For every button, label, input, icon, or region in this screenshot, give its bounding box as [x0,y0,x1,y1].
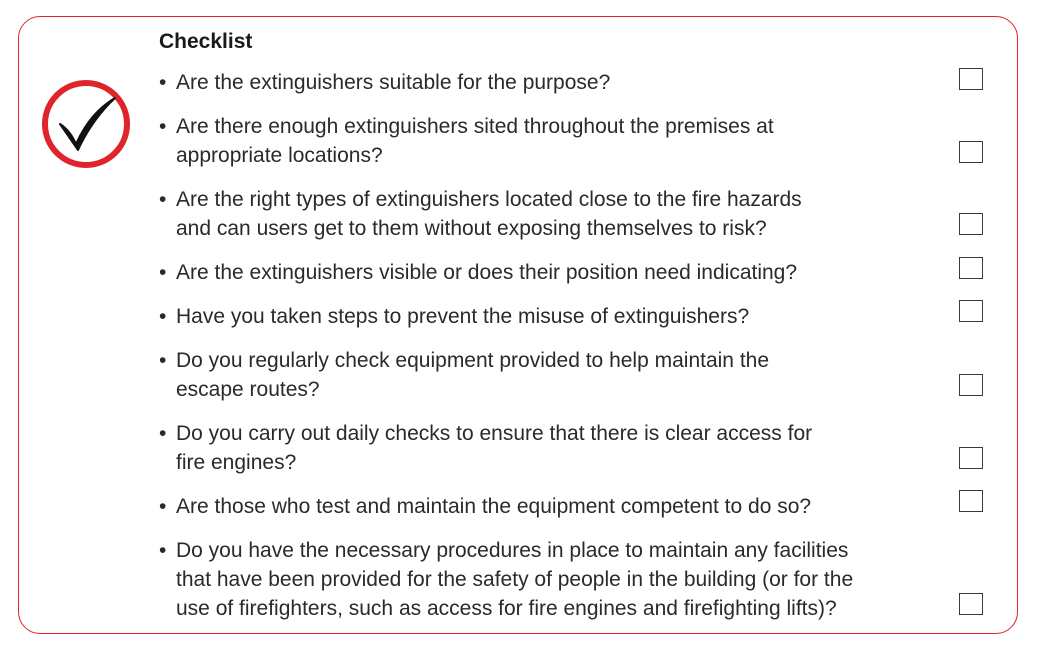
item-text: and can users get to them without exposing themselves to risk? [176,217,767,240]
item-text: Are there enough extinguishers sited throughout the premises at [176,115,774,138]
bullet-icon: • [159,539,167,562]
checklist-item [159,419,812,477]
checklist-title: Checklist [159,30,253,53]
item-text: Are the right types of extinguishers located close to the fire hazards [176,188,802,211]
item-text: Do you carry out daily checks to ensure that there is clear access for [176,422,813,445]
bullet-icon: • [159,495,167,518]
item-text: Do you regularly check equipment provided to help maintain the [176,349,770,372]
item-checkbox[interactable] [959,68,983,90]
item-text: Are those who test and maintain the equipment competent to do so? [176,495,812,518]
item-checkbox[interactable] [959,141,983,163]
checklist-item [159,68,610,97]
item-text: Are the extinguishers visible or does their position need indicating? [176,261,798,284]
bullet-icon: • [159,261,167,284]
item-checkbox[interactable] [959,490,983,512]
bullet-icon: • [159,188,167,211]
bullet-icon: • [159,349,167,372]
item-text: Do you have the necessary procedures in place to maintain any facilities [176,539,849,562]
checklist-item [159,185,802,243]
checklist-item [159,346,769,404]
bullet-icon: • [159,422,167,445]
checklist-item [159,258,797,287]
checklist-item [159,112,774,170]
item-checkbox[interactable] [959,593,983,615]
item-text: appropriate locations? [176,144,383,167]
item-text: escape routes? [176,378,320,401]
item-text: fire engines? [176,451,297,474]
item-checkbox[interactable] [959,447,983,469]
item-text: Have you taken steps to prevent the misuse of extinguishers? [176,305,750,328]
checklist-item [159,536,853,623]
bullet-icon: • [159,305,167,328]
checkmark-circle-icon [40,78,132,170]
item-text: Are the extinguishers suitable for the purpose? [176,71,611,94]
checklist-item [159,302,749,331]
item-checkbox[interactable] [959,213,983,235]
bullet-icon: • [159,115,167,138]
item-checkbox[interactable] [959,300,983,322]
item-text: that have been provided for the safety of people in the building (or for the [176,568,854,591]
item-checkbox[interactable] [959,257,983,279]
item-text: use of firefighters, such as access for fire engines and firefighting lifts)? [176,597,837,620]
item-checkbox[interactable] [959,374,983,396]
bullet-icon: • [159,71,167,94]
checklist-item [159,492,811,521]
